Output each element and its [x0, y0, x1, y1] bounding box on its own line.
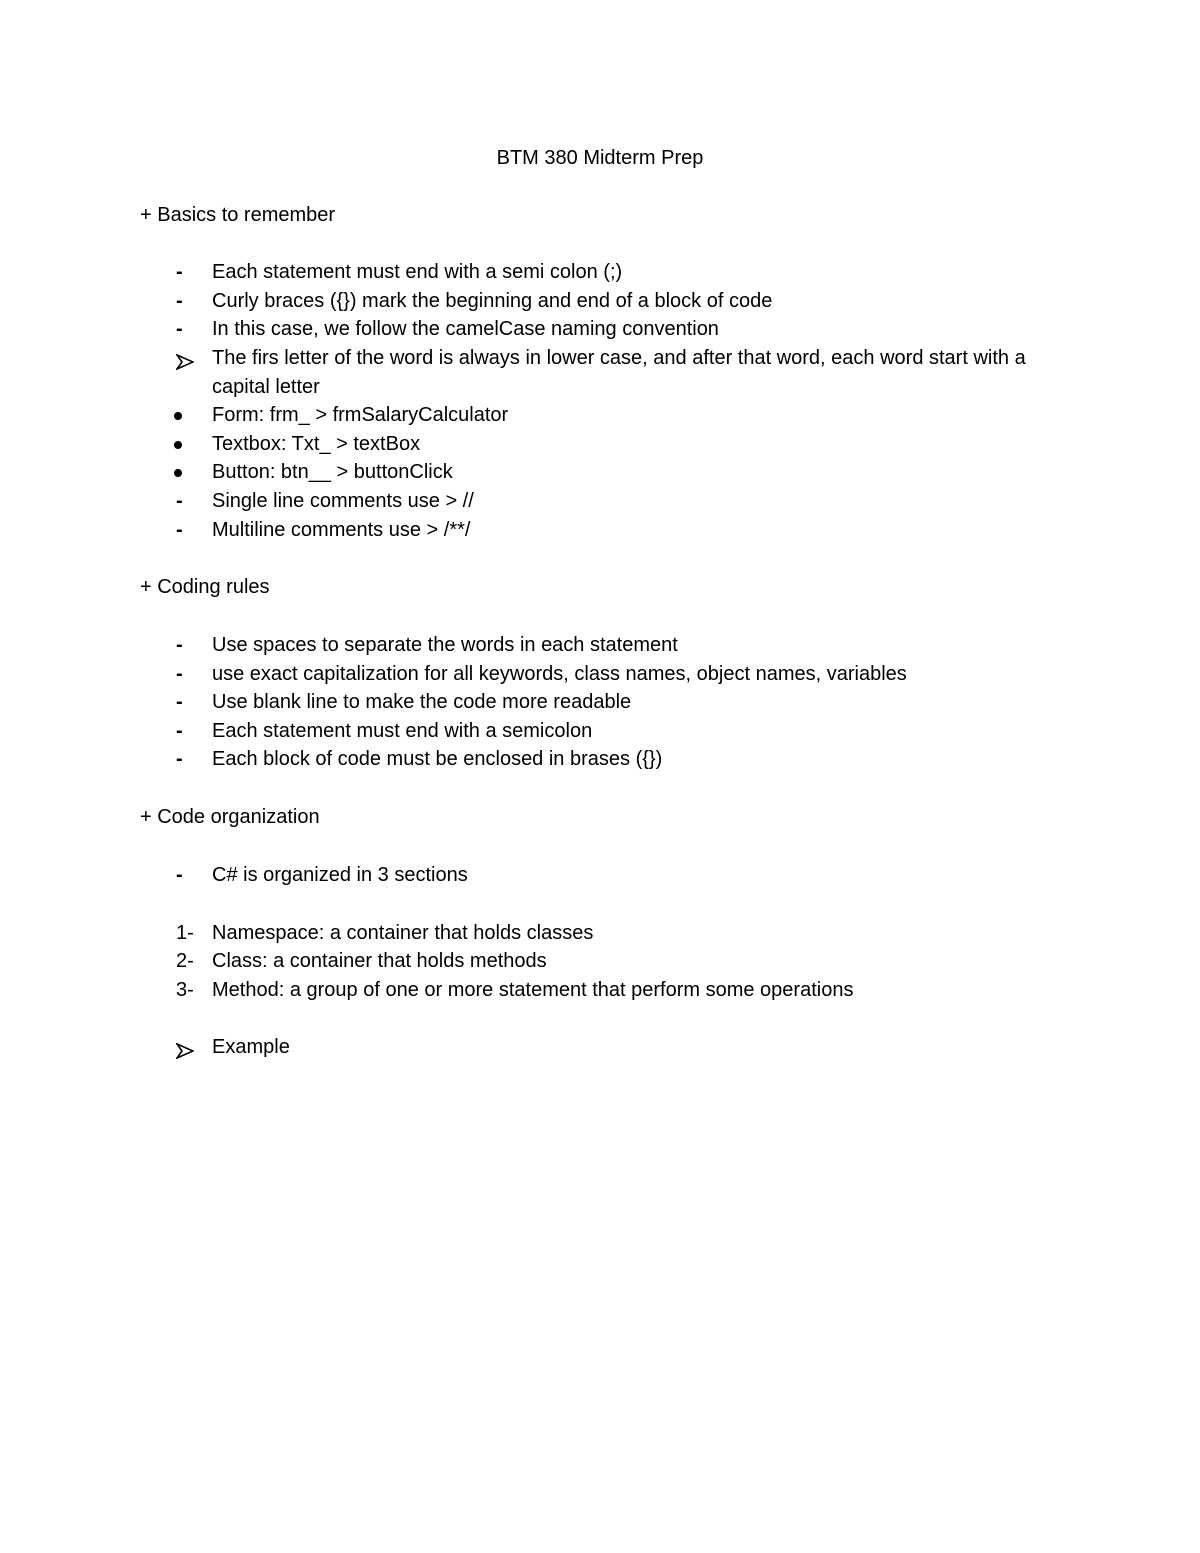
- dash-marker: -: [176, 490, 183, 512]
- list-item: [172, 631, 1052, 660]
- dash-marker: -: [176, 864, 183, 886]
- list-item: [172, 258, 1052, 287]
- bullet-icon: [174, 469, 182, 477]
- list-item-text: C# is organized in 3 sections: [212, 864, 468, 886]
- list-item-text: Each statement must end with a semicolon: [212, 720, 593, 742]
- list-item-text: In this case, we follow the camelCase naming convention: [212, 318, 719, 340]
- numbered-item-text: Method: a group of one or more statement that perform some operations: [212, 979, 854, 1001]
- numbered-item-text: Class: a container that holds methods: [212, 950, 547, 972]
- list-item-text: Each block of code must be enclosed in brases ({}): [212, 748, 663, 770]
- arrow-icon: [176, 1039, 194, 1055]
- section-heading-coding: + Coding rules: [140, 576, 270, 598]
- dash-marker: -: [176, 720, 183, 742]
- numbered-item-text: Namespace: a container that holds classes: [212, 922, 594, 944]
- list-item: [172, 344, 1052, 401]
- list-item: [172, 458, 1052, 487]
- list-item: [172, 717, 1052, 746]
- arrow-icon: [176, 350, 194, 366]
- section-heading-basics: + Basics to remember: [140, 204, 336, 226]
- bullet-icon: [174, 412, 182, 420]
- list-item: [172, 487, 1052, 516]
- example-item-text: Example: [212, 1036, 290, 1058]
- list-item: [172, 401, 1052, 430]
- list-item: [172, 660, 1052, 689]
- numbered-item: [172, 919, 1052, 948]
- number-marker: 3-: [176, 979, 194, 1001]
- list-item-text: Button: btn__ > buttonClick: [212, 461, 453, 483]
- list-item-text: Multiline comments use > /**/: [212, 519, 471, 541]
- list-item: [172, 688, 1052, 717]
- list-item-text: Textbox: Txt_ > textBox: [212, 433, 421, 455]
- list-item-text: use exact capitalization for all keywords, class names, object names, variables: [212, 663, 907, 685]
- list-item-text: Form: frm_ > frmSalaryCalculator: [212, 404, 509, 426]
- list-item-text: The firs letter of the word is always in lower case, and after that word, each word start with a capital letter: [212, 347, 1026, 398]
- number-marker: 2-: [176, 950, 194, 972]
- list-item: [172, 745, 1052, 774]
- list-item-text: Use spaces to separate the words in each statement: [212, 634, 678, 656]
- dash-marker: -: [176, 261, 183, 283]
- list-item-text: Curly braces ({}) mark the beginning and end of a block of code: [212, 290, 773, 312]
- numbered-item: [172, 947, 1052, 976]
- document-title: BTM 380 Midterm Prep: [496, 147, 704, 169]
- list-item-text: Use blank line to make the code more readable: [212, 691, 632, 713]
- list-item: [172, 430, 1052, 459]
- dash-marker: -: [176, 318, 183, 340]
- list-item: [172, 861, 1052, 890]
- numbered-item: [172, 976, 1052, 1005]
- example-item: [172, 1033, 1052, 1062]
- dash-marker: -: [176, 634, 183, 656]
- list-item: [172, 315, 1052, 344]
- dash-marker: -: [176, 290, 183, 312]
- list-item-text: Each statement must end with a semi colon (;): [212, 261, 623, 283]
- dash-marker: -: [176, 691, 183, 713]
- list-item: [172, 516, 1052, 545]
- dash-marker: -: [176, 519, 183, 541]
- bullet-icon: [174, 441, 182, 449]
- number-marker: 1-: [176, 922, 194, 944]
- dash-marker: -: [176, 663, 183, 685]
- section-heading-organization: + Code organization: [140, 806, 320, 828]
- dash-marker: -: [176, 748, 183, 770]
- list-item: [172, 287, 1052, 316]
- list-item-text: Single line comments use > //: [212, 490, 474, 512]
